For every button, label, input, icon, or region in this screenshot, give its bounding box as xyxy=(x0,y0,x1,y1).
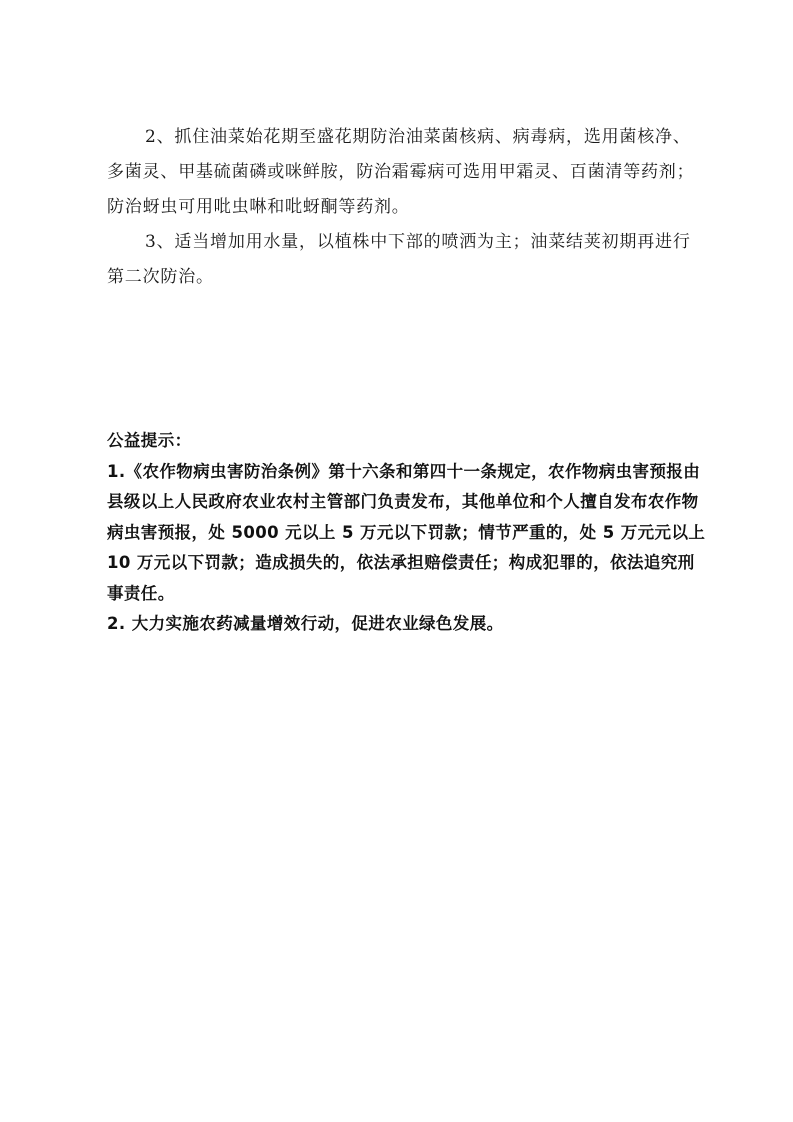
public-notice xyxy=(107,426,707,640)
body-section xyxy=(107,120,699,295)
notice-item-pesticide-reduction: 2. 大力实施农药减量增效行动，促进农业绿色发展。 xyxy=(107,614,504,633)
paragraph-control-measures: 2、抓住油菜始花期至盛花期防治油菜菌核病、病毒病，选用菌核净、多菌灵、甲基硫菌磷或咪鲜胺，防治霜霉病可选用甲霜灵、百菌清等药剂；防治蚜虫可用吡虫啉和吡蚜酮等药剂。 xyxy=(107,127,695,217)
paragraph-spray-guidance: 3、适当增加用水量，以植株中下部的喷洒为主；油菜结荚初期再进行第二次防治。 xyxy=(107,232,691,287)
notice-title: 公益提示： xyxy=(107,431,192,450)
notice-item-regulation: 1.《农作物病虫害防治条例》第十六条和第四十一条规定，农作物病虫害预报由县级以上人民政府农业农村主管部门负责发布，其他单位和个人擅自发布农作物病虫害预报，处 5000 元以上 5 万元以下罚款；情节严重的，处 5 万元元以上 10 万元以下罚款；造成损失的，依法承担赔偿责任；构成犯罪的，依法追究刑事责任。 xyxy=(107,461,706,603)
